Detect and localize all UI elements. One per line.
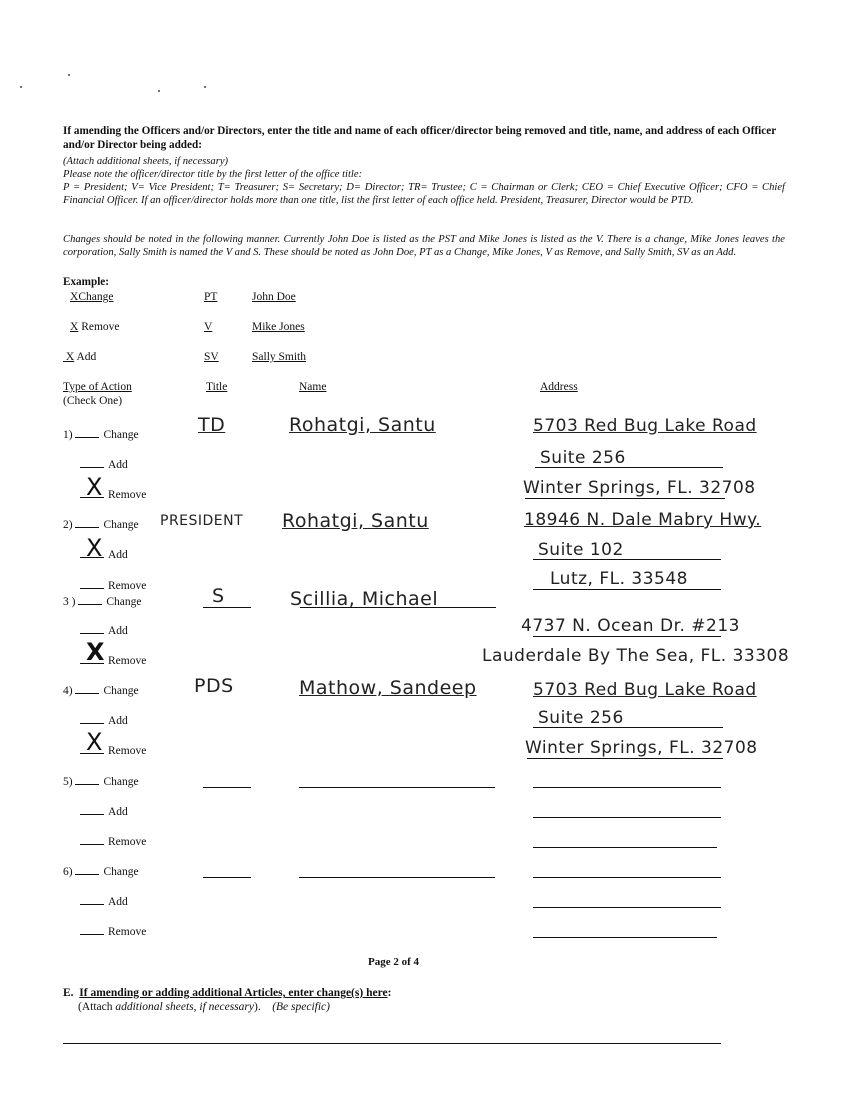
entry-6-change-row (63, 864, 139, 879)
entry-number: 4) (63, 685, 73, 697)
remove-label: Remove (108, 489, 147, 501)
note-italic: additional sheets, if necessary (115, 1001, 254, 1013)
checkbox-change[interactable] (75, 517, 99, 528)
name-field[interactable] (299, 877, 495, 878)
checkbox-remove[interactable] (80, 834, 104, 845)
example-name: John Doe (252, 291, 296, 303)
address-line (533, 559, 721, 560)
entry-2-title[interactable]: PRESIDENT (160, 513, 244, 529)
speck (158, 90, 160, 92)
change-label: Change (103, 519, 139, 531)
address-line (527, 758, 723, 759)
change-label: Change (103, 776, 139, 788)
remove-checkmark: X (86, 728, 103, 756)
address-field[interactable] (533, 847, 717, 848)
example-action: Change (78, 291, 114, 303)
example-mark: X (70, 321, 79, 333)
entry-3-name[interactable]: Scillia, Michael (290, 588, 439, 610)
checkbox-change[interactable] (75, 683, 99, 694)
entry-5-add-row (80, 804, 128, 819)
entry-4-name[interactable]: Mathow, Sandeep (299, 677, 477, 699)
address-field[interactable] (533, 787, 721, 788)
entry-number: 2) (63, 519, 73, 531)
entry-number: 5) (63, 776, 73, 788)
remove-checkmark: X (86, 473, 103, 501)
page-number: Page 2 of 4 (368, 956, 420, 968)
title-note: Please note the officer/director title by the first letter of the office title: (63, 169, 363, 180)
entry-1-name[interactable]: Rohatgi, Santu (289, 414, 436, 436)
entry-2-name[interactable]: Rohatgi, Santu (282, 510, 429, 532)
name-line (300, 607, 496, 608)
title-field[interactable] (203, 877, 251, 878)
entry-4-address-line1[interactable]: 5703 Red Bug Lake Road (533, 680, 757, 700)
entry-5-remove-row (80, 834, 146, 849)
add-checkmark: X (86, 534, 103, 562)
checkbox-change[interactable] (78, 594, 102, 605)
remove-label: Remove (108, 926, 147, 938)
note-close: ). (253, 1001, 261, 1013)
example-name: Sally Smith (252, 351, 306, 363)
checkbox-add[interactable] (80, 623, 104, 634)
example-row-add (63, 351, 96, 364)
address-line (533, 636, 721, 637)
header-type-of-action: Type of Action (63, 381, 132, 393)
entry-3-change-row (63, 594, 141, 609)
entry-3-add-row (80, 623, 128, 638)
address-field[interactable] (533, 937, 717, 938)
example-action: Remove (81, 321, 120, 333)
entry-4-address-line3[interactable]: Winter Springs, FL. 32708 (525, 738, 758, 758)
title-field[interactable] (203, 787, 251, 788)
change-label: Change (106, 596, 142, 608)
entry-2-address-line1[interactable]: 18946 N. Dale Mabry Hwy. (524, 510, 762, 530)
entry-3-address-line2[interactable]: Lauderdale By The Sea, FL. 33308 (482, 646, 790, 666)
section-e-note (78, 1001, 330, 1014)
remove-label: Remove (108, 745, 147, 757)
entry-1-address-line1[interactable]: 5703 Red Bug Lake Road (533, 416, 757, 436)
add-label: Add (108, 896, 128, 908)
entry-2-address-line2[interactable]: Suite 102 (538, 540, 624, 560)
entry-1-address-line3[interactable]: Winter Springs, FL. 32708 (523, 478, 756, 498)
checkbox-add[interactable] (80, 713, 104, 724)
entry-1-add-row (80, 457, 128, 472)
attach-note: (Attach additional sheets, if necessary) (63, 156, 229, 167)
be-specific-note: (Be specific) (272, 1001, 330, 1013)
entry-4-address-line2[interactable]: Suite 256 (538, 708, 624, 728)
address-line (525, 498, 725, 499)
header-title: Title (206, 381, 228, 393)
title-codes: P = President; V= Vice President; T= Treasurer; S= Secretary; D= Director; TR= Trustee; C = Chairman or Clerk; CEO = Chief Executive Officer; CFO = Chief Financial Officer. If an officer/director holds more than one title, list the first letter of each office held. President, Treasurer, Director would be PTD. (63, 182, 785, 206)
section-letter: E. (63, 987, 74, 999)
checkbox-change[interactable] (75, 427, 99, 438)
changes-note: Changes should be noted in the following manner. Currently John Doe is listed as the PST and Mike Jones is listed as the V. There is a change, Mike Jones leaves the corporation, Sally Smith is named the V and S. These should be noted as John Doe, PT as a Change, Mike Jones, V as Remove, and Sally Smith, SV as an Add. (63, 234, 785, 258)
entry-1-title[interactable]: TD (198, 414, 226, 436)
entry-5-change-row (63, 774, 139, 789)
entry-2-remove-row (80, 578, 146, 593)
example-title: V (204, 321, 213, 333)
address-line (533, 727, 723, 728)
add-label: Add (108, 549, 128, 561)
example-row-remove (70, 321, 120, 334)
example-action: Add (76, 351, 97, 363)
header-name: Name (299, 381, 327, 393)
entry-3-title[interactable]: S (212, 585, 225, 607)
example-label: Example: (63, 276, 109, 288)
change-label: Change (103, 866, 139, 878)
address-field[interactable] (533, 877, 721, 878)
checkbox-add[interactable] (80, 457, 104, 468)
entry-4-title[interactable]: PDS (194, 675, 234, 697)
checkbox-change[interactable] (75, 774, 99, 785)
section-e-heading: If amending or adding additional Articles, enter change(s) here (79, 987, 388, 999)
entry-3-address-line1[interactable]: 4737 N. Ocean Dr. #213 (521, 616, 740, 636)
section-e-input-line[interactable] (63, 1043, 721, 1044)
speck (204, 86, 206, 88)
instructions-heading: If amending the Officers and/or Directors, enter the title and name of each officer/director being removed and title, name, and address of each Officer and/or Director being added: (63, 125, 776, 151)
add-label: Add (108, 806, 128, 818)
remove-label: Remove (108, 580, 147, 592)
example-title: PT (204, 291, 218, 303)
entry-2-address-line3[interactable]: Lutz, FL. 33548 (550, 569, 688, 589)
checkbox-add[interactable] (80, 894, 104, 905)
section-e-colon: : (387, 987, 392, 999)
header-address: Address (540, 381, 578, 393)
change-label: Change (103, 429, 139, 441)
entry-6-remove-row (80, 924, 146, 939)
checkbox-remove[interactable] (80, 578, 104, 589)
change-label: Change (103, 685, 139, 697)
speck (68, 74, 70, 76)
remove-label: Remove (108, 655, 147, 667)
example-mark: X (65, 351, 75, 363)
address-field[interactable] (533, 817, 721, 818)
entry-1-change-row (63, 427, 139, 442)
checkbox-remove[interactable] (80, 924, 104, 935)
entry-number: 1) (63, 429, 73, 441)
add-label: Add (108, 459, 128, 471)
example-mark: X (70, 291, 79, 303)
note-open: (Attach (78, 1001, 116, 1013)
entry-2-change-row (63, 517, 139, 532)
entry-number: 6) (63, 866, 73, 878)
example-row-change (70, 291, 113, 304)
entry-number: 3 ) (63, 596, 76, 608)
entry-4-add-row (80, 713, 128, 728)
address-field[interactable] (533, 907, 721, 908)
header-check-one: (Check One) (63, 395, 123, 407)
name-field[interactable] (299, 787, 495, 788)
add-label: Add (108, 625, 128, 637)
checkbox-add[interactable] (80, 804, 104, 815)
example-name: Mike Jones (252, 321, 305, 333)
entry-6-add-row (80, 894, 128, 909)
remove-checkmark: X (86, 638, 105, 666)
checkbox-change[interactable] (75, 864, 99, 875)
entry-4-change-row (63, 683, 139, 698)
address-line (533, 589, 721, 590)
entry-1-address-line2[interactable]: Suite 256 (540, 448, 626, 468)
address-line (535, 467, 723, 468)
add-label: Add (108, 715, 128, 727)
remove-label: Remove (108, 836, 147, 848)
speck (20, 86, 22, 88)
section-e-heading-row (63, 986, 391, 1000)
example-title: SV (204, 351, 219, 363)
title-line (203, 607, 251, 608)
